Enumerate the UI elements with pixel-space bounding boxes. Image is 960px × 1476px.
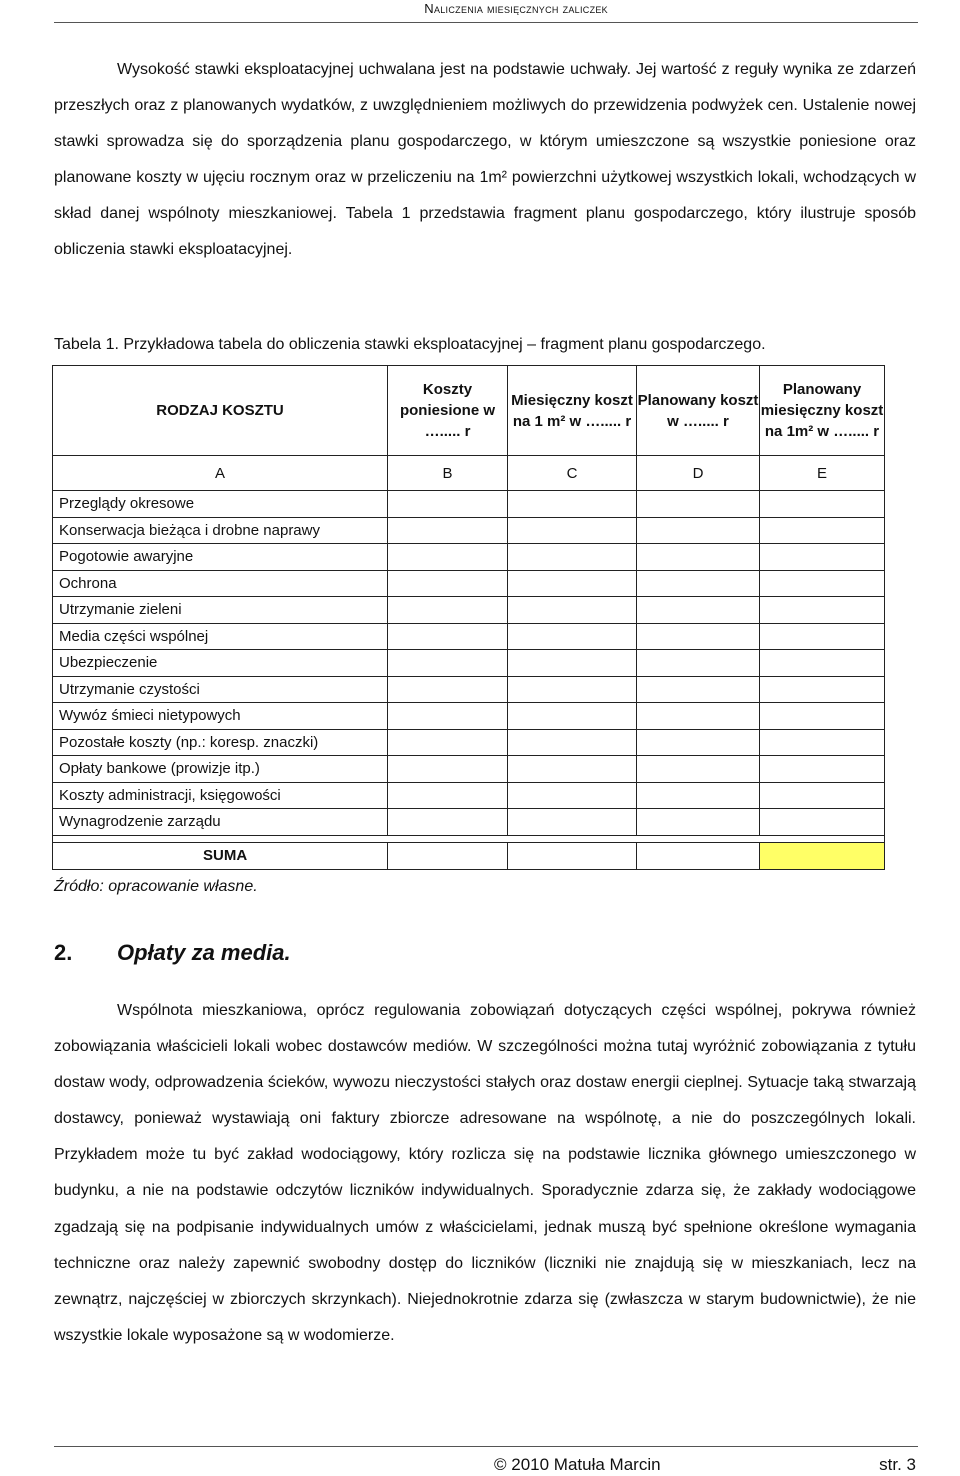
table-source-note: Źródło: opracowanie własne. xyxy=(54,878,258,895)
intro-paragraph xyxy=(54,52,916,269)
value-cell xyxy=(508,650,637,677)
column-letter: A xyxy=(53,456,388,491)
cost-type-cell: Pogotowie awaryjne xyxy=(53,544,388,571)
value-cell xyxy=(388,809,508,836)
column-letter: D xyxy=(637,456,760,491)
header-monthly-cost-per-m2: Miesięczny koszt na 1 m² w …..... r xyxy=(508,366,637,456)
table-header-row xyxy=(53,366,885,456)
sum-cell xyxy=(388,842,508,869)
header-title-text: Naliczenia miesięcznych zaliczek xyxy=(424,1,608,16)
value-cell xyxy=(637,570,760,597)
table-row xyxy=(53,570,885,597)
header-costs-incurred: Koszty poniesione w …..... r xyxy=(388,366,508,456)
section-number: 2. xyxy=(54,940,73,965)
value-cell xyxy=(760,570,885,597)
value-cell xyxy=(388,729,508,756)
value-cell xyxy=(508,729,637,756)
value-cell xyxy=(760,597,885,624)
value-cell xyxy=(637,782,760,809)
value-cell xyxy=(388,756,508,783)
section-title: Opłaty za media. xyxy=(117,940,291,965)
footer-copyright: © 2010 Matuła Marcin xyxy=(494,1455,661,1474)
table-row xyxy=(53,623,885,650)
cost-type-cell: Ochrona xyxy=(53,570,388,597)
table-row xyxy=(53,809,885,836)
value-cell xyxy=(508,597,637,624)
cost-type-cell: Koszty administracji, księgowości xyxy=(53,782,388,809)
intro-paragraph-text: Wysokość stawki eksploatacyjnej uchwalana jest na podstawie uchwały. Jej wartość z reguły wynika ze zdarzeń przeszłych oraz z planowanych wydatków, z uwzględnieniem możliwych do przewidzenia podwyżek cen. Ustalenie nowej stawki sprowadza się do sporządzenia planu gospodarczego, w którym umieszczone są wszystkie poniesione oraz planowane koszty w ujęciu rocznym oraz w przeliczeniu na 1m² powierzchni użytkowej wszystkich lokali, wchodzących w skład danej wspólnoty mieszkaniowej. Tabela 1 przedstawia fragment planu gospodarczego, który ilustruje sposób obliczenia stawki eksploatacyjnej. xyxy=(54,61,916,259)
value-cell xyxy=(388,544,508,571)
table-gap-row xyxy=(53,835,885,842)
value-cell xyxy=(760,650,885,677)
media-paragraph xyxy=(54,993,916,1354)
gap-cell xyxy=(53,835,885,842)
cost-type-cell: Opłaty bankowe (prowizje itp.) xyxy=(53,756,388,783)
media-paragraph-text: Wspólnota mieszkaniowa, oprócz regulowania zobowiązań dotyczących części wspólnej, pokrywa również zobowiązania właścicieli lokali wobec dostawców mediów. W szczególności można tutaj wyróżnić zobowiązania z tytułu dostaw wody, odprowadzenia ścieków, wywozu nieczystości stałych oraz dostaw energii cieplnej. Sytuacje taką stwarzają dostawcy, ponieważ wystawiają oni faktury zbiorcze adresowane na wspólnotę, a nie do poszczególnych lokali. Przykładem może tu być zakład wodociągowy, który rozlicza się na podstawie licznika głównego umieszczonego w budynku, a nie na podstawie odczytów liczników indywidualnych. Sporadycznie zdarza się, że zakłady wodociągowe zgadzają się na podpisanie indywidualnych umów z właścicielami, jednak muszą być spełnione określone wymagania techniczne oraz należy zapewnić swobodny dostęp do liczników (liczniki nie znajdują się w mieszkaniach, lecz na zewnątrz, najczęściej w zbiorczych skrzynkach). Niejednokrotnie zdarza się (zwłaszcza w starym budownictwie), że nie wszystkie lokale wyposażone są w wodomierze. xyxy=(54,1002,916,1344)
value-cell xyxy=(508,491,637,518)
table-row xyxy=(53,756,885,783)
value-cell xyxy=(637,544,760,571)
sum-cell xyxy=(508,842,637,869)
value-cell xyxy=(388,597,508,624)
column-letter: E xyxy=(760,456,885,491)
cost-table xyxy=(52,365,885,870)
value-cell xyxy=(637,597,760,624)
header-planned-cost: Planowany koszt w …..... r xyxy=(637,366,760,456)
value-cell xyxy=(508,756,637,783)
value-cell xyxy=(760,809,885,836)
running-header xyxy=(424,1,608,16)
value-cell xyxy=(637,756,760,783)
sum-label: SUMA xyxy=(53,842,388,869)
value-cell xyxy=(508,517,637,544)
table-row xyxy=(53,597,885,624)
sum-row xyxy=(53,842,885,869)
cost-type-cell: Media części wspólnej xyxy=(53,623,388,650)
value-cell xyxy=(388,517,508,544)
cost-type-cell: Utrzymanie czystości xyxy=(53,676,388,703)
value-cell xyxy=(508,676,637,703)
footer-divider xyxy=(54,1446,918,1447)
table-row xyxy=(53,650,885,677)
value-cell xyxy=(637,703,760,730)
value-cell xyxy=(637,491,760,518)
table-row xyxy=(53,676,885,703)
value-cell xyxy=(388,703,508,730)
value-cell xyxy=(760,517,885,544)
value-cell xyxy=(637,809,760,836)
value-cell xyxy=(508,570,637,597)
value-cell xyxy=(637,517,760,544)
value-cell xyxy=(388,676,508,703)
table-caption: Tabela 1. Przykładowa tabela do obliczenia stawki eksploatacyjnej – fragment planu gospodarczego. xyxy=(54,336,766,353)
header-divider xyxy=(54,22,918,23)
cost-type-cell: Konserwacja bieżąca i drobne naprawy xyxy=(53,517,388,544)
cost-type-cell: Ubezpieczenie xyxy=(53,650,388,677)
header-cost-type: RODZAJ KOSZTU xyxy=(53,366,388,456)
header-planned-monthly-cost-per-m2: Planowany miesięczny koszt na 1m² w …..... r xyxy=(760,366,885,456)
value-cell xyxy=(637,623,760,650)
value-cell xyxy=(508,623,637,650)
value-cell xyxy=(388,623,508,650)
value-cell xyxy=(637,729,760,756)
sum-cell xyxy=(637,842,760,869)
cost-type-cell: Pozostałe koszty (np.: koresp. znaczki) xyxy=(53,729,388,756)
value-cell xyxy=(637,676,760,703)
value-cell xyxy=(760,491,885,518)
column-letter: B xyxy=(388,456,508,491)
column-letters-row xyxy=(53,456,885,491)
cost-type-cell: Wywóz śmieci nietypowych xyxy=(53,703,388,730)
value-cell xyxy=(388,491,508,518)
cost-type-cell: Wynagrodzenie zarządu xyxy=(53,809,388,836)
column-letter: C xyxy=(508,456,637,491)
value-cell xyxy=(388,650,508,677)
cost-type-cell: Utrzymanie zieleni xyxy=(53,597,388,624)
value-cell xyxy=(760,544,885,571)
table-row xyxy=(53,729,885,756)
table-row xyxy=(53,703,885,730)
value-cell xyxy=(760,703,885,730)
value-cell xyxy=(760,623,885,650)
table-row xyxy=(53,782,885,809)
value-cell xyxy=(388,782,508,809)
value-cell xyxy=(508,782,637,809)
value-cell xyxy=(388,570,508,597)
value-cell xyxy=(760,729,885,756)
value-cell xyxy=(760,782,885,809)
cost-type-cell: Przeglądy okresowe xyxy=(53,491,388,518)
table-row xyxy=(53,491,885,518)
table-row xyxy=(53,544,885,571)
value-cell xyxy=(508,809,637,836)
footer-page-number: str. 3 xyxy=(879,1455,916,1474)
value-cell xyxy=(760,676,885,703)
value-cell xyxy=(760,756,885,783)
table-row xyxy=(53,517,885,544)
sum-cell-highlighted xyxy=(760,842,885,869)
value-cell xyxy=(637,650,760,677)
value-cell xyxy=(508,544,637,571)
value-cell xyxy=(508,703,637,730)
